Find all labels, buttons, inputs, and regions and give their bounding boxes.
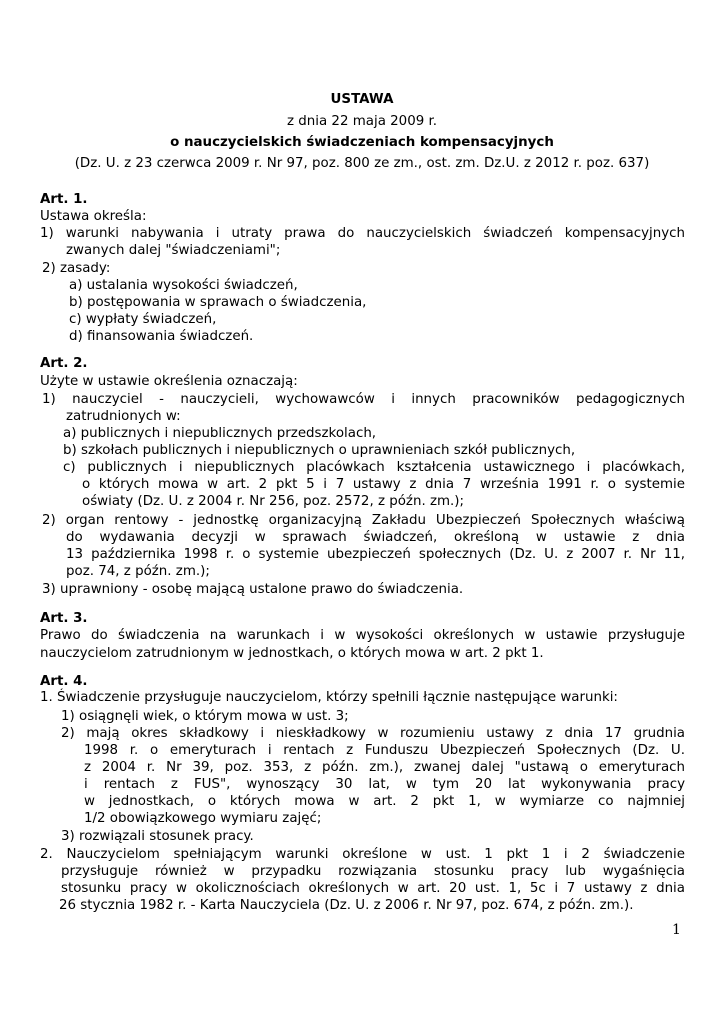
art4-ust2-line2: przysługuje również w przypadku rozwiązania stosunku pracy lub wygaśnięcia (61, 864, 685, 879)
art1-point1-line2: zwanych dalej "świadczeniami"; (66, 243, 281, 258)
art1-intro: Ustawa określa: (40, 209, 147, 224)
art2-point1-c-line2: o których mowa w art. 2 pkt 5 i 7 ustawy z dnia 7 września 1991 r. o systemie (82, 477, 685, 492)
art4-ust1-point2-line2: 1998 r. o emeryturach i rentach z Funduszu Ubezpieczeń Społecznych (Dz. U. (84, 743, 685, 758)
art2-point1-c-line1: c) publicznych i niepublicznych placówkach kształcenia ustawicznego i placówkach, (63, 460, 685, 475)
art4-ust1-point2-line4: i rentach z FUS", wynoszący 30 lat, w tym 20 lat wykonywania pracy (84, 777, 685, 792)
art2-point1-c-line3: oświaty (Dz. U. z 2004 r. Nr 256, poz. 2572, z późn. zm.); (82, 494, 465, 509)
art1-point2: 2) zasady: (42, 261, 111, 276)
art2-point3: 3) uprawniony - osobę mającą ustalone prawo do świadczenia. (42, 582, 464, 597)
art4-ust1-point1: 1) osiągnęli wiek, o którym mowa w ust. 3; (61, 709, 349, 724)
art2-point2-line1: 2) organ rentowy - jednostkę organizacyjną Zakładu Ubezpieczeń Społecznych właściwą (42, 513, 685, 528)
art2-point1-line2: zatrudnionych w: (66, 409, 181, 424)
art1-heading: Art. 1. (40, 192, 88, 207)
art2-point2-line4: poz. 74, z późn. zm.); (66, 564, 210, 579)
art4-heading: Art. 4. (40, 674, 88, 689)
art4-ust1-point2-line3: z 2004 r. Nr 39, poz. 353, z późn. zm.), zwanej dalej "ustawą o emeryturach (84, 760, 685, 775)
art3-line2: nauczycielom zatrudnionym w jednostkach, o których mowa w art. 2 pkt 1. (40, 646, 544, 661)
art1-point1-line1: 1) warunki nabywania i utraty prawa do nauczycielskich świadczeń kompensacyjnych (40, 226, 685, 241)
art1-point2-b: b) postępowania w sprawach o świadczenia, (69, 295, 367, 310)
art2-point2-line3: 13 października 1998 r. o systemie ubezpieczeń społecznych (Dz. U. z 2007 r. Nr 11, (66, 547, 685, 562)
art2-point1-a: a) publicznych i niepublicznych przedszkolach, (63, 426, 377, 441)
art3-heading: Art. 3. (40, 611, 88, 626)
act-subject: o nauczycielskich świadczeniach kompensacyjnych (170, 135, 554, 150)
art4-ust2-line3: stosunku pracy w okolicznościach określonych w art. 20 ust. 1, 5c i 7 ustawy z dnia (61, 881, 685, 896)
art1-point2-d: d) finansowania świadczeń. (69, 329, 254, 344)
art2-point2-line2: do wydawania decyzji w sprawach świadczeń, określoną w ustawie z dnia (66, 530, 685, 545)
art4-ust1-point3: 3) rozwiązali stosunek pracy. (61, 829, 254, 844)
art4-ust1: 1. Świadczenie przysługuje nauczycielom, którzy spełnili łącznie następujące warunki: (40, 690, 618, 705)
act-date: z dnia 22 maja 2009 r. (286, 114, 438, 129)
art3-line1: Prawo do świadczenia na warunkach i w wysokości określonych w ustawie przysługuje (40, 628, 685, 643)
art4-ust1-point2-line6: 1/2 obowiązkowego wymiaru zajęć; (84, 811, 322, 826)
art4-ust1-point2-line1: 2) mają okres składkowy i nieskładkowy w rozumieniu ustawy z dnia 17 grudnia (61, 726, 685, 741)
art4-ust2-line1: 2. Nauczycielom spełniającym warunki określone w ust. 1 pkt 1 i 2 świadczenie (40, 847, 685, 862)
art2-point1-b: b) szkołach publicznych i niepublicznych o uprawnieniach szkół publicznych, (63, 443, 576, 458)
act-title: USTAWA (330, 92, 394, 107)
art4-ust2-line4: 26 stycznia 1982 r. - Karta Nauczyciela (Dz. U. z 2006 r. Nr 97, poz. 674, z późn. zm.). (59, 898, 634, 913)
art1-point2-c: c) wypłaty świadczeń, (69, 312, 217, 327)
art2-point1-line1: 1) nauczyciel - nauczycieli, wychowawców i innych pracowników pedagogicznych (42, 392, 685, 407)
act-citation: (Dz. U. z 23 czerwca 2009 r. Nr 97, poz. 800 ze zm., ost. zm. Dz.U. z 2012 r. poz. 637) (74, 156, 650, 171)
art2-intro: Użyte w ustawie określenia oznaczają: (40, 374, 298, 389)
art4-ust1-point2-line5: w jednostkach, o których mowa w art. 2 pkt 1, w wymiarze co najmniej (84, 794, 685, 809)
art2-heading: Art. 2. (40, 356, 88, 371)
art1-point2-a: a) ustalania wysokości świadczeń, (69, 278, 298, 293)
page-number: 1 (672, 922, 681, 938)
